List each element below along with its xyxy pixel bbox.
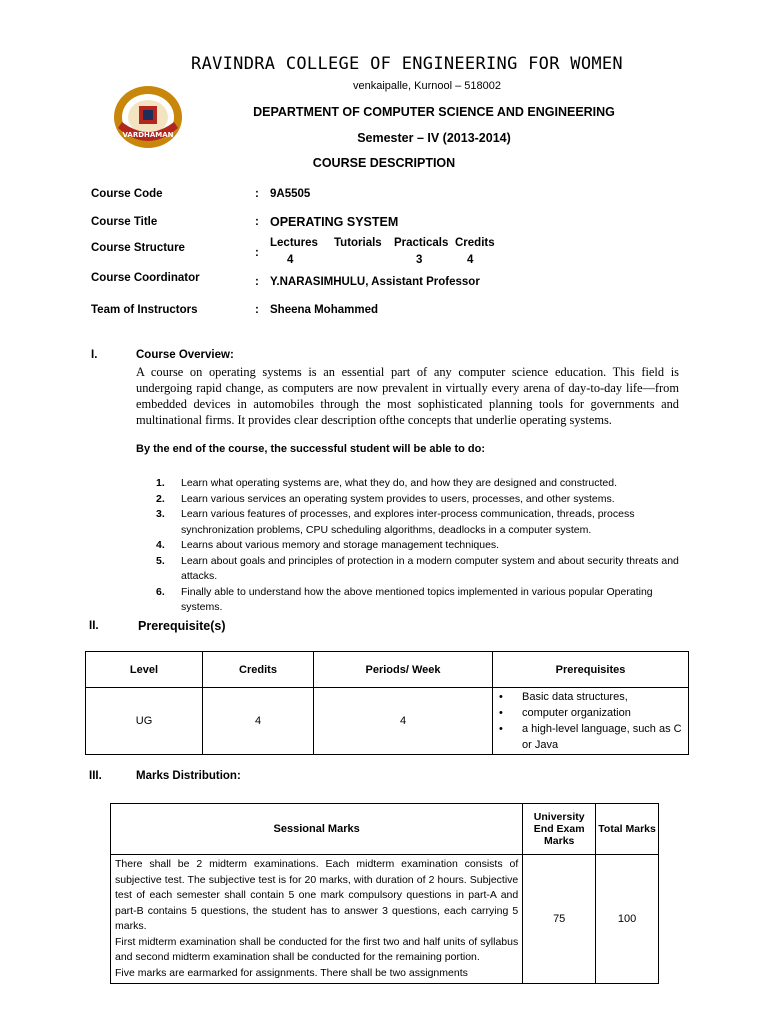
college-address: venkaipalle, Kurnool – 518002 <box>352 80 501 92</box>
list-item-number: 3. <box>156 508 165 520</box>
sessional-cell <box>111 855 523 984</box>
team-instructors-label: Team of Instructors <box>91 304 198 316</box>
list-item <box>156 476 696 492</box>
list-item-text: Learn various services an operating system provides to users, processes, and other systems. <box>181 492 615 505</box>
col-total-header: Total Marks <box>596 804 659 855</box>
course-title-label: Course Title <box>91 216 158 228</box>
structure-lectures-value: 4 <box>287 254 294 266</box>
structure-lectures-header: Lectures <box>270 237 318 249</box>
structure-practicals-value: 3 <box>416 254 423 266</box>
colon: : <box>255 216 259 228</box>
level-cell: UG <box>86 688 203 755</box>
sessional-text: There shall be 2 midterm examinations. Each midterm examination consists of subjective test. The subjective test is for 20 marks, with duration of 2 hours. Subjective test of each semester shall contain 5 one mark compulsory questions in part-A and part-B contains 5 questions, the student has to answer 3 questions, each carrying 5 marks. <box>115 858 519 932</box>
list-item-text: Learn various features of processes, and explores inter-process communication, threads, process synchronization problems, CPU scheduling algorithms, deadlocks in a computer system. <box>181 508 635 536</box>
col-periods-header: Periods/ Week <box>314 652 493 688</box>
sessional-text-3: Five marks are earmarked for assignments. There shall be two assignments <box>115 966 468 979</box>
table-row <box>86 688 689 755</box>
table-row <box>111 855 659 984</box>
list-item <box>156 507 696 538</box>
objectives-list <box>156 476 696 616</box>
list-item-number: 4. <box>156 539 165 551</box>
course-coordinator-label: Course Coordinator <box>91 272 200 284</box>
list-item <box>156 492 696 508</box>
list-item-number: 1. <box>156 477 165 489</box>
list-item: • a high-level language, such as C or Java <box>494 721 687 753</box>
team-instructors-value: Sheena Mohammed <box>270 304 378 316</box>
list-item-number: 6. <box>156 585 165 598</box>
list-item <box>156 554 696 585</box>
list-item: • Basic data structures, <box>494 689 687 705</box>
list-item-number: 5. <box>156 554 165 567</box>
list-item <box>156 538 696 554</box>
sessional-text-2: First midterm examination shall be conducted for the first two and half units of syllabus and second midterm examination shall be conducted for the remaining portion. <box>115 935 519 963</box>
structure-practicals-header: Practicals <box>394 237 449 249</box>
col-sessional-header: Sessional Marks <box>111 804 523 855</box>
university-marks-cell: 75 <box>523 855 596 984</box>
periods-cell: 4 <box>314 688 493 755</box>
structure-credits-header: Credits <box>455 237 495 249</box>
course-coordinator-value: Y.NARASIMHULU, Assistant Professor <box>270 276 480 288</box>
list-item-number: 2. <box>156 492 165 505</box>
list-item-text: Learns about various memory and storage management techniques. <box>181 539 500 551</box>
colon: : <box>255 304 259 316</box>
col-credits-header: Credits <box>203 652 314 688</box>
prereq-heading: Prerequisite(s) <box>138 619 226 633</box>
course-code-value: 9A5505 <box>270 188 311 200</box>
objectives-intro: By the end of the course, the successful student will be able to do: <box>136 443 485 455</box>
course-code-label: Course Code <box>91 188 163 200</box>
list-item <box>156 585 696 616</box>
course-structure-label: Course Structure <box>91 242 185 254</box>
section-numeral-3: III. <box>89 770 102 782</box>
colon: : <box>255 188 259 200</box>
col-university-header: University End Exam Marks <box>523 804 596 855</box>
overview-paragraph: A course on operating systems is an essential part of any computer science education. This field is undergoing rapid change, as computers are now prevalent in virtually every arena of day-to-day life—from embedded devices in automobiles through the most sophisticated planning tools for governments and multinational firms. It provides clear description ofthe concepts that underlie operating systems. <box>136 365 679 427</box>
overview-heading: Course Overview: <box>136 349 234 361</box>
marks-table <box>110 803 659 984</box>
list-item: • computer organization <box>494 705 687 721</box>
document-title: COURSE DESCRIPTION <box>312 156 456 170</box>
structure-tutorials-header: Tutorials <box>334 237 382 249</box>
prerequisites-table <box>85 651 689 755</box>
department-title: DEPARTMENT OF COMPUTER SCIENCE AND ENGINEERING <box>253 105 615 119</box>
semester-title: Semester – IV (2013-2014) <box>357 131 511 145</box>
section-numeral-1: I. <box>91 349 98 361</box>
prereqs-cell <box>493 688 689 755</box>
list-item-text: Finally able to understand how the above mentioned topics implemented in various popular Operating systems. <box>181 585 653 613</box>
college-name: RAVINDRA COLLEGE OF ENGINEERING FOR WOMEN <box>191 54 623 74</box>
credits-cell: 4 <box>203 688 314 755</box>
col-prereqs-header: Prerequisites <box>493 652 689 688</box>
list-item-text: Learn about goals and principles of protection in a modern computer system and about security threats and attacks. <box>181 554 679 582</box>
total-marks-cell: 100 <box>596 855 659 984</box>
section-numeral-2: II. <box>89 620 99 632</box>
marks-heading: Marks Distribution: <box>136 770 241 782</box>
col-level-header: Level <box>86 652 203 688</box>
list-item-text: Learn what operating systems are, what they do, and how they are designed and constructed. <box>181 477 618 489</box>
structure-credits-value: 4 <box>467 254 474 266</box>
colon: : <box>255 276 259 288</box>
logo-text: VARDHAMAN <box>122 131 174 139</box>
course-title-value: OPERATING SYSTEM <box>270 215 399 229</box>
colon: : <box>255 247 259 259</box>
